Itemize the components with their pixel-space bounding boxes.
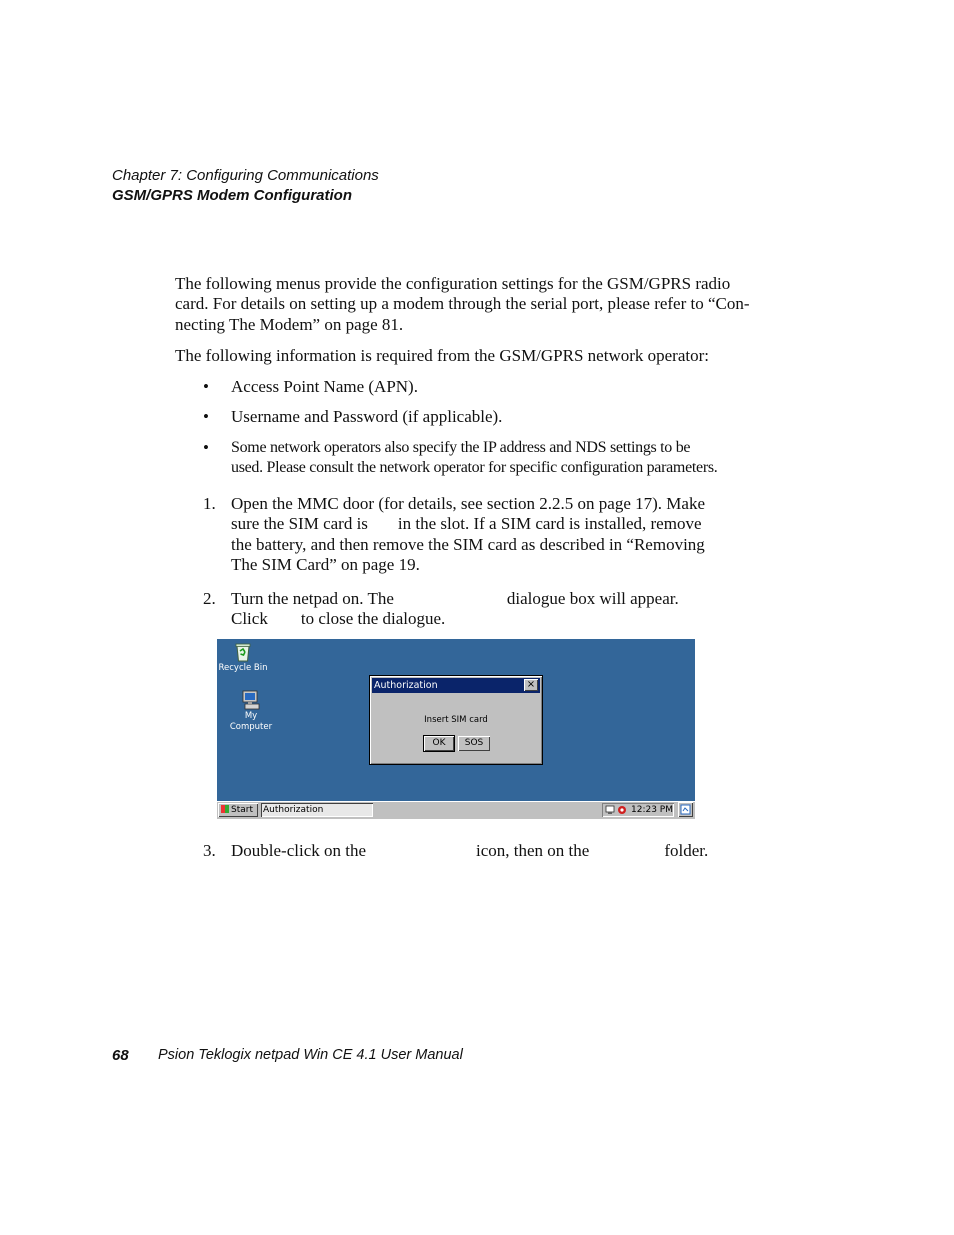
step-fragment: folder.	[664, 841, 709, 860]
radio-signal-icon[interactable]	[617, 805, 627, 815]
chapter-header: Chapter 7: Configuring Communications	[112, 167, 379, 184]
dialog-title-bar	[372, 678, 540, 693]
start-button[interactable]	[218, 803, 258, 817]
bullet-symbol: •	[203, 407, 209, 426]
bullet-text	[231, 438, 751, 477]
step-line: the battery, and then remove the SIM card as described in “Removing	[231, 534, 705, 554]
step-fragment: icon, then on the	[476, 841, 590, 860]
taskbar-clock[interactable]: 12:23 PM	[631, 805, 673, 815]
step-line	[231, 589, 731, 609]
bullet-symbol: •	[203, 438, 209, 457]
my-computer-shortcut[interactable]	[221, 689, 281, 732]
intro-line: The following menus provide the configuration settings for the GSM/GPRS radio	[175, 274, 731, 293]
bullet-text: Access Point Name (APN).	[231, 377, 418, 396]
step-line	[231, 514, 731, 534]
recycle-bin-shortcut[interactable]	[217, 641, 273, 674]
bullet-text: Username and Password (if applicable).	[231, 407, 503, 426]
manual-title: Psion Teklogix netpad Win CE 4.1 User Manual	[158, 1047, 463, 1063]
step-fragment: sure the SIM card is	[231, 514, 368, 534]
step-line: The SIM Card” on page 19.	[231, 554, 420, 574]
my-computer-icon	[240, 689, 262, 711]
step-number: 2.	[203, 589, 216, 608]
bullet-line: Some network operators also specify the IP address and NDS settings to be	[231, 439, 691, 456]
authorization-dialog	[369, 675, 543, 765]
step-fragment: Double-click on the	[231, 841, 367, 860]
step-line	[231, 841, 731, 861]
section-header: GSM/GPRS Modem Configuration	[112, 187, 352, 204]
system-tray	[602, 803, 674, 817]
intro-paragraph	[175, 274, 750, 335]
close-icon[interactable]: ×	[524, 679, 538, 691]
ok-button[interactable]: OK	[423, 735, 455, 752]
step-number: 1.	[203, 494, 216, 513]
step-fragment: Turn the netpad on. The	[231, 589, 394, 608]
windows-flag-icon	[221, 805, 229, 813]
my-computer-label-line: My	[244, 711, 258, 721]
network-icon[interactable]	[605, 805, 615, 815]
my-computer-label-line: Computer	[229, 721, 273, 732]
step-text	[231, 841, 731, 861]
device-screenshot	[217, 639, 695, 819]
step-fragment: Click	[231, 609, 268, 629]
intro-line: necting The Modem” on page 81.	[175, 314, 404, 334]
step-fragment: dialogue box will appear.	[506, 589, 679, 608]
step-line: Open the MMC door (for details, see section 2.2.5 on page 17). Make	[231, 494, 705, 513]
step-fragment: in the slot. If a SIM card is installed, remove	[397, 514, 702, 534]
dialog-message: Insert SIM card	[424, 715, 488, 725]
start-label: Start	[231, 805, 253, 815]
taskbar-item-authorization[interactable]: Authorization	[261, 803, 373, 817]
recycle-bin-label: Recycle Bin	[218, 663, 268, 673]
sos-button[interactable]: SOS	[458, 736, 490, 751]
recycle-bin-icon	[232, 641, 254, 663]
show-desktop-icon[interactable]	[678, 802, 693, 817]
page-number: 68	[112, 1047, 129, 1064]
dialog-title: Authorization	[374, 680, 438, 691]
step-line	[231, 609, 731, 629]
bullet-symbol: •	[203, 377, 209, 396]
step-text	[231, 589, 731, 630]
taskbar	[217, 801, 695, 819]
step-number: 3.	[203, 841, 216, 860]
step-text	[231, 494, 731, 575]
required-info-paragraph: The following information is required from the GSM/GPRS network operator:	[175, 346, 709, 365]
step-fragment: to close the dialogue.	[300, 609, 446, 629]
bullet-line: used. Please consult the network operator for specific configuration parameters.	[231, 458, 718, 476]
intro-line: card. For details on setting up a modem through the serial port, please refer to “Con-	[175, 294, 750, 314]
